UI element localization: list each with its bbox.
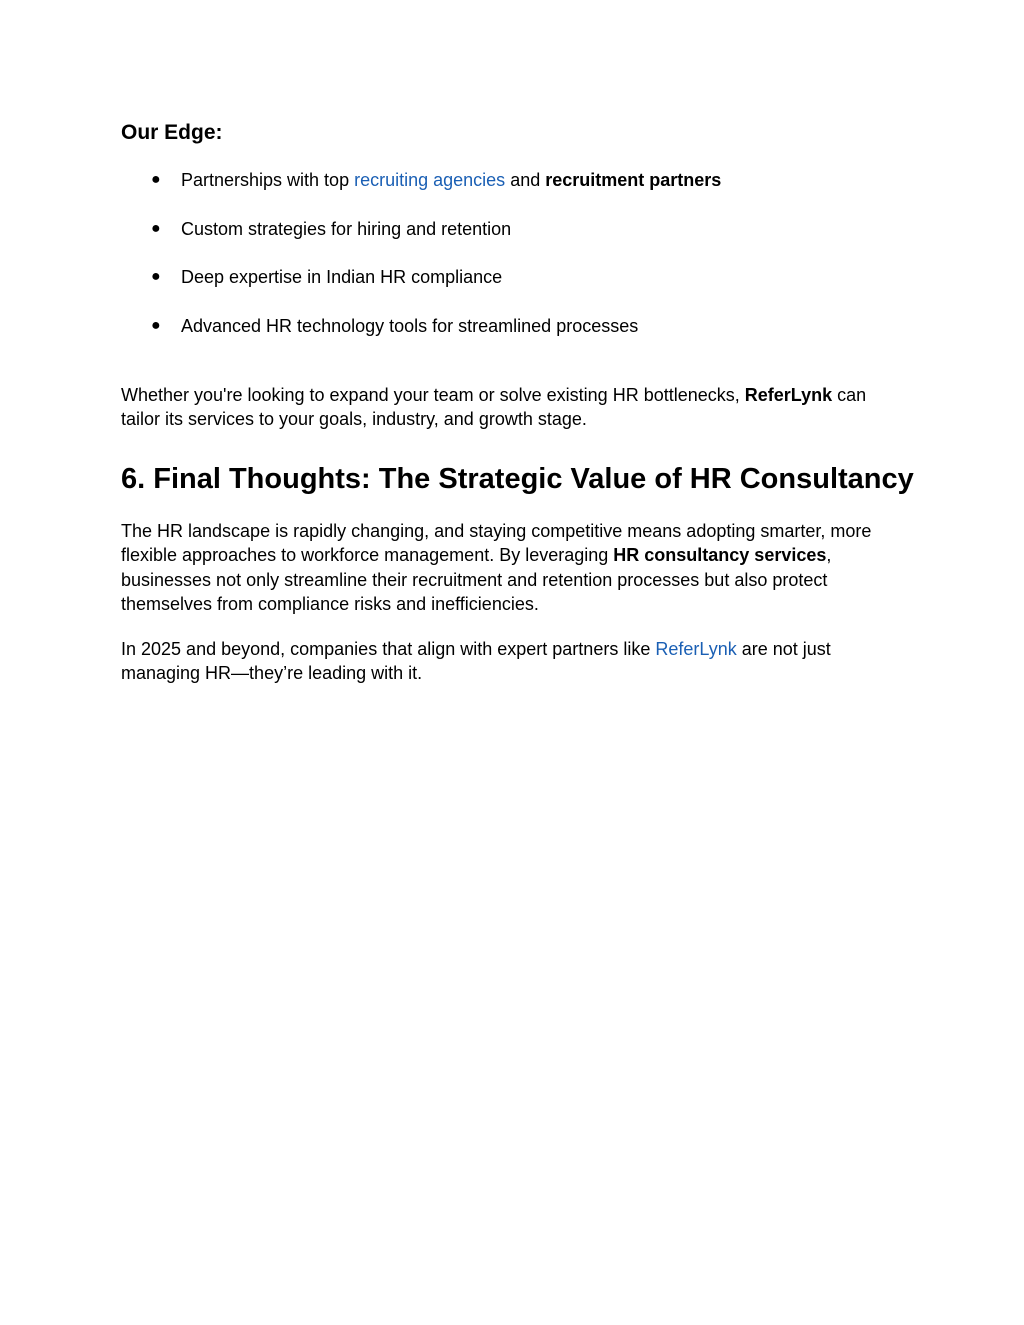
list-item bbox=[121, 167, 911, 216]
section-title: 6. Final Thoughts: The Strategic Value of HR Consultancy bbox=[121, 463, 914, 495]
paragraph-text: businesses not only streamline their recruitment and retention processes but also protect bbox=[121, 569, 828, 590]
paragraph-text: In 2025 and beyond, companies that align with expert partners like bbox=[121, 639, 656, 659]
referlynk-closing-paragraph bbox=[121, 383, 911, 432]
paragraph-text: themselves from compliance risks and inefficiencies. bbox=[121, 593, 539, 614]
referlynk-link[interactable]: ReferLynk bbox=[655, 639, 737, 659]
bullet-icon: ● bbox=[151, 268, 161, 286]
recruiting-agencies-link[interactable]: recruiting agencies bbox=[354, 170, 506, 190]
paragraph-text: are not just bbox=[736, 639, 831, 659]
list-item bbox=[121, 264, 911, 313]
paragraph-text: managing HR—they’re leading with it. bbox=[121, 663, 423, 684]
paragraph-text: flexible approaches to workforce management. By leveraging bbox=[121, 545, 614, 566]
paragraph-text: The HR landscape is rapidly changing, and staying competitive means adopting smarter, more bbox=[121, 521, 872, 541]
bullet-icon: ● bbox=[151, 316, 161, 334]
paragraph-text: Whether you're looking to expand your team or solve existing HR bottlenecks, bbox=[121, 385, 745, 405]
bullet-icon: ● bbox=[151, 219, 161, 237]
final-thoughts-paragraph bbox=[121, 519, 911, 616]
hr-consultancy-bold: HR consultancy services bbox=[613, 545, 827, 566]
recruitment-partners-bold: recruitment partners bbox=[545, 170, 722, 190]
bullet-text: Deep expertise in Indian HR compliance bbox=[181, 267, 503, 288]
paragraph-text: , bbox=[826, 545, 832, 566]
bullet-prefix-text: Partnerships with top bbox=[181, 170, 355, 190]
our-edge-heading: Our Edge: bbox=[121, 121, 223, 144]
list-item bbox=[121, 313, 911, 362]
paragraph-text: can bbox=[832, 385, 867, 405]
bullet-icon: ● bbox=[151, 171, 161, 188]
list-item bbox=[121, 216, 911, 265]
edge-bullet-list bbox=[121, 167, 911, 361]
bullet-middle-text: and bbox=[505, 170, 546, 190]
conclusion-paragraph bbox=[121, 637, 911, 686]
bullet-text bbox=[181, 167, 721, 193]
paragraph-text: tailor its services to your goals, industry, and growth stage. bbox=[121, 409, 587, 430]
referlynk-bold: ReferLynk bbox=[744, 385, 833, 405]
bullet-text: Advanced HR technology tools for streamlined processes bbox=[181, 315, 639, 336]
bullet-text: Custom strategies for hiring and retention bbox=[181, 218, 512, 239]
